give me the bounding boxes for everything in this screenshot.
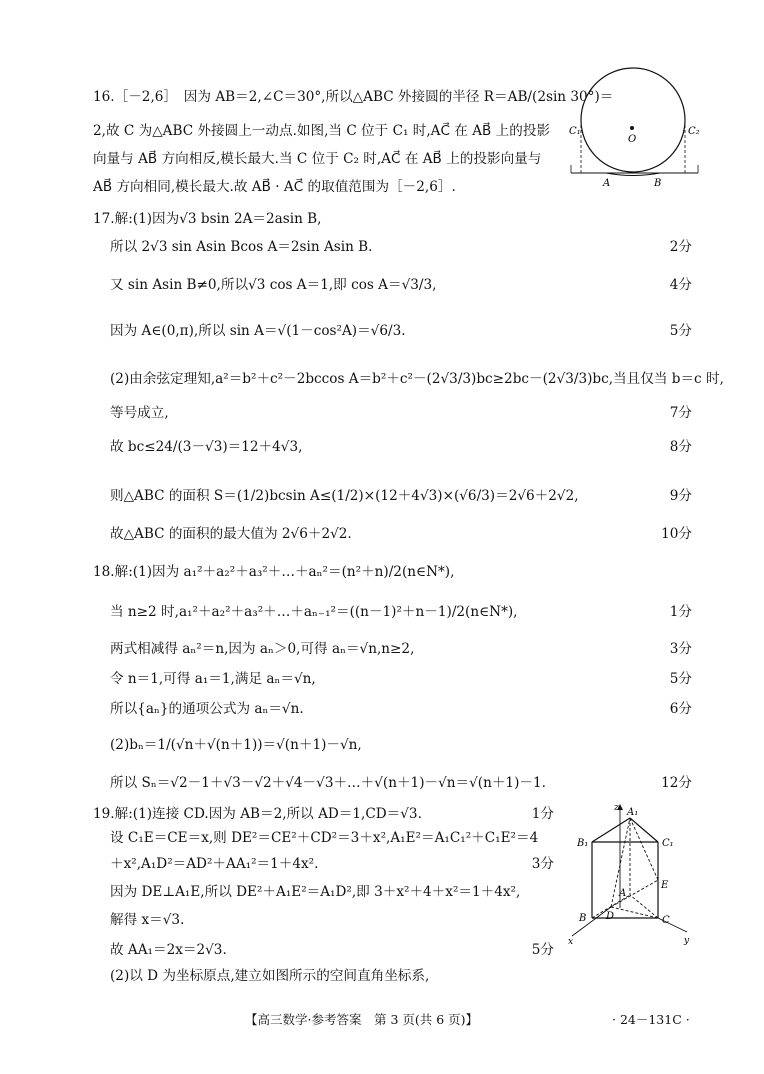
label-c: C (662, 915, 670, 926)
label-o: O (628, 134, 637, 145)
score: 9分 (669, 488, 692, 504)
score: 2分 (669, 239, 692, 255)
p18-line-6: (2)bₙ＝1/(√n＋√(n＋1))＝√(n＋1)－√n, (110, 737, 362, 753)
footer-center: 【高三数学·参考答案 第 3 页(共 6 页)】 (245, 1012, 479, 1027)
p18-line-2: 当 n≥2 时,a₁²＋a₂²＋a₃²＋…＋aₙ₋₁²＝((n－1)²＋n－1)/2(n∈N*), (110, 604, 518, 620)
p18-line-1: 18.解:(1)因为 a₁²＋a₂²＋a₃²＋…＋aₙ²＝(n²＋n)/2(n∈N*), (93, 564, 455, 580)
p17-line-2: 所以 2√3 sin Asin Bcos A＝2sin Asin B. (110, 239, 373, 255)
p16-line-4: AB⃗ 方向相同,模长最大.故 AB⃗ · AC⃗ 的取值范围为［－2,6］. (93, 179, 456, 195)
circle-figure (566, 60, 706, 190)
p19-line-2: 设 C₁E＝CE＝x,则 DE²＝CE²＋CD²＝3＋x²,A₁E²＝A₁C₁²＋C₁E²＝4 (110, 830, 539, 846)
p16-line-1: 16.［－2,6］ 因为 AB＝2,∠C＝30°,所以△ABC 外接圆的半径 R＝AB/(2sin 30°)＝ (93, 89, 614, 105)
label-c1: C₁ (662, 838, 674, 849)
p17-line-4: 因为 A∈(0,π),所以 sin A＝√(1－cos²A)＝√6/3. (110, 323, 406, 339)
score: 5分 (669, 671, 692, 687)
p18-line-7: 所以 Sₙ＝√2－1＋√3－√2＋√4－√3＋…＋√(n＋1)－√n＝√(n＋1)－1. (110, 775, 546, 791)
footer-right: · 24－131C · (612, 1012, 690, 1027)
score: 4分 (669, 277, 692, 293)
p19-line-7: (2)以 D 为坐标原点,建立如图所示的空间直角坐标系, (110, 968, 430, 984)
label-b1: B₁ (577, 838, 589, 849)
score: 12分 (661, 775, 692, 791)
label-e: E (661, 880, 669, 891)
p16-line-2: 2,故 C 为△ABC 外接圆上一动点.如图,当 C 位于 C₁ 时,AC⃗ 在 AB⃗ 上的投影 (93, 123, 551, 139)
p19-line-1: 19.解:(1)连接 CD.因为 AB＝2,所以 AD＝1,CD＝√3. (93, 806, 422, 822)
label-b: B (654, 178, 662, 189)
p17-line-9: 故△ABC 的面积的最大值为 2√6＋2√2. (110, 526, 352, 542)
label-c1: C₁ (569, 126, 581, 137)
p19-line-6: 故 AA₁＝2x＝2√3. (110, 942, 227, 958)
label-z: z (614, 803, 619, 813)
p17-line-8: 则△ABC 的面积 S＝(1/2)bcsin A≤(1/2)×(12＋4√3)×(√6/3)＝2√6＋2√2, (110, 488, 579, 504)
p18-line-4: 令 n＝1,可得 a₁＝1,满足 aₙ＝√n, (110, 671, 316, 687)
score: 6分 (669, 701, 692, 717)
prism-figure (562, 800, 712, 950)
label-d: D (606, 911, 615, 922)
label-a: A (603, 178, 611, 189)
p17-line-5: (2)由余弦定理知,a²＝b²＋c²－2bccos A＝b²＋c²－(2√3/3)bc≥2bc－(2√3/3)bc,当且仅当 b＝c 时, (110, 371, 724, 387)
p19-line-4: 因为 DE⊥A₁E,所以 DE²＋A₁E²＝A₁D²,即 3＋x²＋4＋x²＝1＋4x², (110, 884, 521, 900)
p19-line-3: ＋x²,A₁D²＝AD²＋AA₁²＝1＋4x². (110, 856, 319, 872)
score: 3分 (531, 856, 554, 872)
p19-line-5: 解得 x＝√3. (110, 912, 185, 928)
score: 1分 (531, 806, 554, 822)
p16-line-3: 向量与 AB⃗ 方向相反,模长最大.当 C 位于 C₂ 时,AC⃗ 在 AB⃗ 上的投影向量与 (93, 151, 542, 167)
p18-line-5: 所以{aₙ}的通项公式为 aₙ＝√n. (110, 701, 304, 717)
label-b: B (579, 913, 587, 924)
score: 8分 (669, 439, 692, 455)
p17-line-6: 等号成立, (110, 405, 169, 421)
label-y: y (684, 936, 690, 946)
label-a1: A₁ (627, 807, 639, 818)
p17-line-3: 又 sin Asin B≠0,所以√3 cos A＝1,即 cos A＝√3/3, (110, 277, 437, 293)
score: 5分 (531, 942, 554, 958)
score: 3分 (669, 641, 692, 657)
score: 7分 (669, 405, 692, 421)
score: 5分 (669, 323, 692, 339)
p17-line-7: 故 bc≤24/(3－√3)＝12＋4√3, (110, 439, 303, 455)
score: 10分 (661, 526, 692, 542)
score: 1分 (669, 604, 692, 620)
label-x: x (568, 937, 574, 947)
label-c2: C₂ (688, 126, 700, 137)
label-a: A (619, 888, 627, 899)
p18-line-3: 两式相减得 aₙ²＝n,因为 aₙ＞0,可得 aₙ＝√n,n≥2, (110, 641, 415, 657)
p17-line-1: 17.解:(1)因为√3 bsin 2A＝2asin B, (93, 211, 322, 227)
